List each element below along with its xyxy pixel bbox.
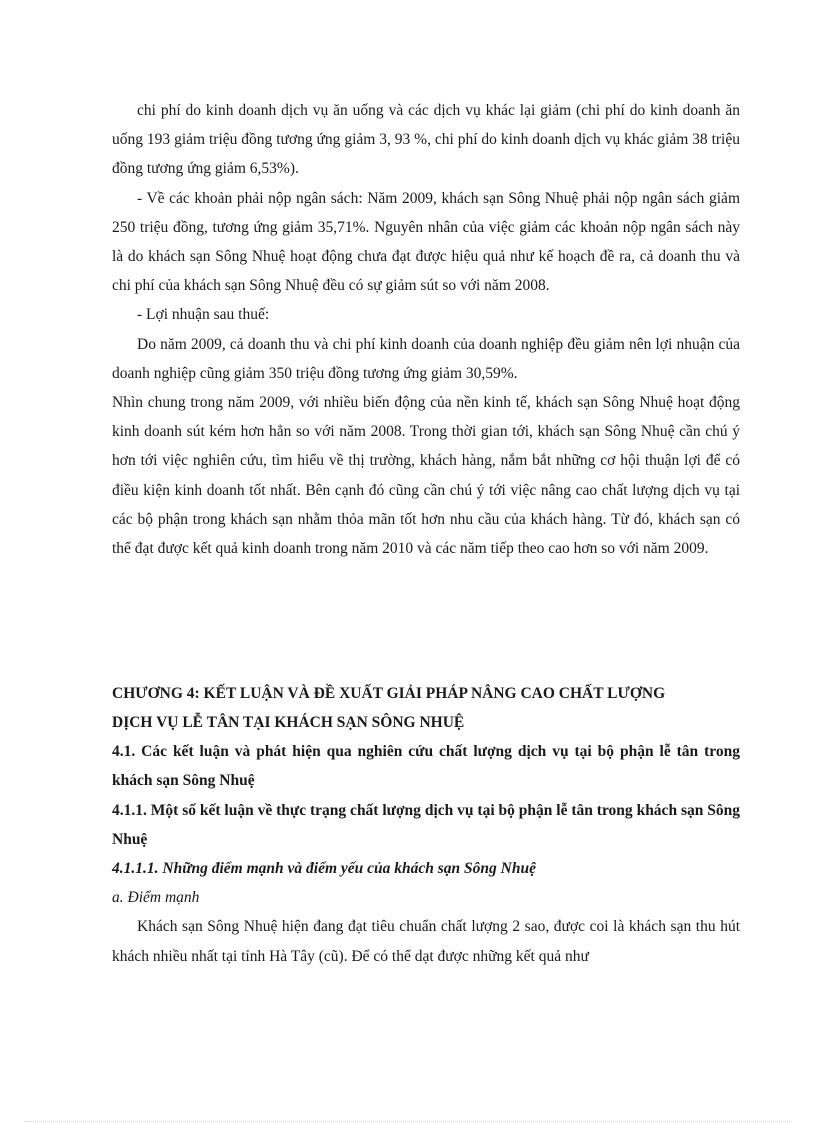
chapter-title-line1: CHƯƠNG 4: KẾT LUẬN VÀ ĐỀ XUẤT GIẢI PHÁP NÂNG CAO CHẤT LƯỢNG <box>112 685 666 703</box>
chapter-title-line2: DỊCH VỤ LỄ TÂN TẠI KHÁCH SẠN SÔNG NHUỆ <box>112 714 465 732</box>
paragraph-strengths: Khách sạn Sông Nhuệ hiện đang đạt tiêu chuẩn chất lượng 2 sao, được coi là khách sạn thu hút khách nhiều nhất tại tỉnh Hà Tây (cũ). Để có thể dạt được những kết quả như <box>112 918 740 965</box>
paragraph-budget: - Về các khoản phải nộp ngân sách: Năm 2009, khách sạn Sông Nhuệ phải nộp ngân sách giảm 250 triệu đồng, tương ứng giảm 35,71%. Nguyên nhân của việc giảm các khoản nộp ngân sách này là do khách sạn Sông Nhuệ hoạt động chưa đạt được hiệu quả như kế hoạch đề ra, cả doanh thu và chi phí của khách sạn Sông Nhuệ đều có sự giảm sút so với năm 2008. <box>112 189 740 295</box>
heading-4-1: 4.1. Các kết luận và phát hiện qua nghiên cứu chất lượng dịch vụ tại bộ phận lễ tân trong khách sạn Sông Nhuệ <box>112 743 740 790</box>
heading-4-1-1-1: 4.1.1.1. Những điểm mạnh và điểm yếu của khách sạn Sông Nhuệ <box>112 860 536 878</box>
paragraph-profit: Do năm 2009, cả doanh thu và chi phí kinh doanh của doanh nghiệp đều giảm nên lợi nhuận của doanh nghiệp cũng giảm 350 triệu đồng tương ứng giảm 30,59%. <box>112 335 740 382</box>
paragraph-profit-label: - Lợi nhuận sau thuế: <box>137 306 270 324</box>
page-content <box>112 96 740 971</box>
section-gap <box>112 563 740 679</box>
paragraph-overview: Nhìn chung trong năm 2009, với nhiều biến động của nền kinh tế, khách sạn Sông Nhuệ hoạt động kinh doanh sút kém hơn hẳn so với năm 2008. Trong thời gian tới, khách sạn Sông Nhuệ cần chú ý hơn tới việc nghiên cứu, tìm hiểu về thị trường, khách hàng, nắm bắt những cơ hội thuận lợi để có điều kiện kinh doanh tốt nhất. Bên cạnh đó cũng cần chú ý tới việc nâng cao chất lượng dịch vụ tại các bộ phận trong khách sạn nhằm thỏa mãn tốt hơn nhu cầu của khách hàng. Từ đó, khách sạn có thể đạt được kết quả kinh doanh trong năm 2010 và các năm tiếp theo cao hơn so với năm 2009. <box>112 394 740 558</box>
heading-strengths: a. Điểm mạnh <box>112 889 200 907</box>
page-bottom-rule <box>24 1121 792 1122</box>
paragraph-cost: chi phí do kinh doanh dịch vụ ăn uống và các dịch vụ khác lại giảm (chi phí do kinh doanh ăn uống 193 giảm triệu đồng tương ứng giảm 3, 93 %, chi phí do kinh doanh dịch vụ khác giảm 38 triệu đồng tương ứng giảm 6,53%). <box>112 102 740 178</box>
heading-4-1-1: 4.1.1. Một số kết luận về thực trạng chất lượng dịch vụ tại bộ phận lễ tân trong khách sạn Sông Nhuệ <box>112 801 740 848</box>
